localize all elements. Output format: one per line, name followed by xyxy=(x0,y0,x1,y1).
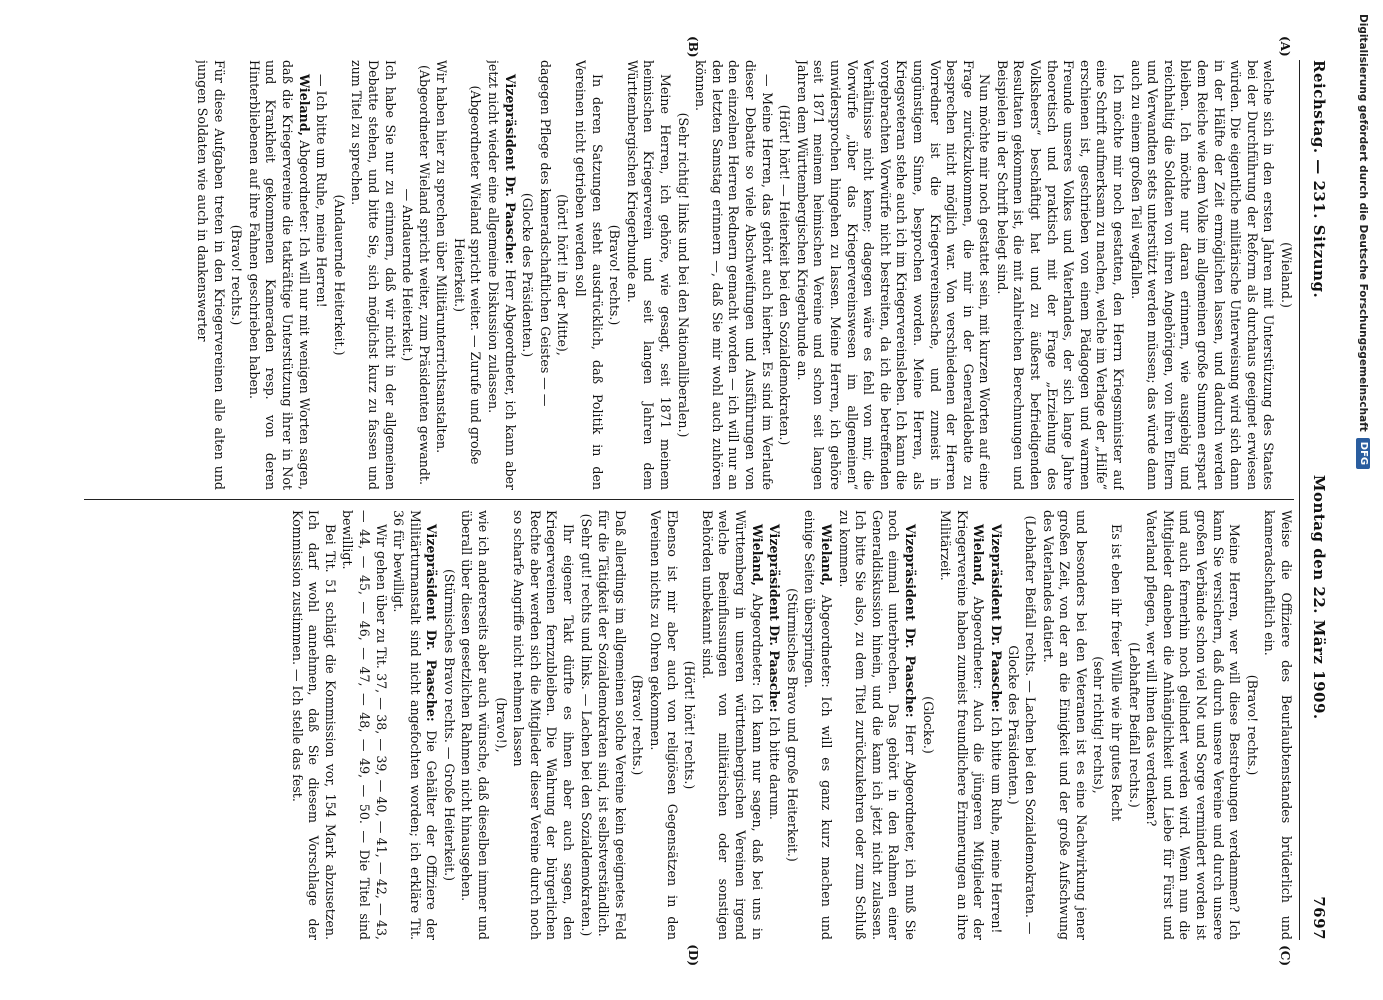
interjection xyxy=(681,510,698,940)
interjection xyxy=(228,60,245,490)
interjection xyxy=(330,60,347,490)
speech-paragraph xyxy=(1107,510,1124,940)
paragraph-text: Abgeordneter: Ich will es ganz kurz machen und einige Seiten überspringen. xyxy=(802,510,834,940)
speaker-name: Wieland, xyxy=(749,524,765,587)
paragraph-text: (Andauernde Heiterkeit.) xyxy=(331,194,347,356)
interjection xyxy=(674,60,691,490)
paragraph-text: (sehr richtig! rechts), xyxy=(1091,656,1107,794)
paragraph-text: Ich habe Sie nur zu erinnern, daß wir nicht in der allgemeinen Debatte stehen, und bitte Sie, sich möglichst kurz zu fassen und zum Titel zu sprechen. xyxy=(349,60,398,490)
header-session: Reichstag. — 231. Sitzung. xyxy=(1310,60,1328,299)
paragraph-text: (Bravo! rechts.) xyxy=(229,224,245,326)
interjection xyxy=(1005,510,1038,940)
paragraph-text: Ich möchte mir noch gestatten, den Herrn Kriegsminister auf eine Schrift aufmerksam zu machen, welche im Verlage der „Hilfe“ erschienen ist, geschrieben von einem Pädagogen und warmen Freunde unseres Volkes und Vaterlandes, der sich lange Jahre theoretisch und praktisch mit der Frage „Erziehung des Volksheers“ beschäftigt hat und zu äußerst befriedigenden Resultaten gekommen ist, die mit zahlreichen Berechnungen und Beispielen in der Schrift belegt sind. xyxy=(994,60,1127,490)
interjection xyxy=(1125,510,1142,940)
paragraph-text: Es ist eben ihr freier Wille wie ihr gutes Recht xyxy=(1109,524,1125,822)
column-divider xyxy=(84,499,1294,500)
speech-paragraph xyxy=(698,510,764,940)
paragraph-text: (Sehr richtig! links und bei den Nationalliberalen.) xyxy=(675,112,691,438)
speech-paragraph xyxy=(339,510,389,940)
paragraph-text: In deren Satzungen steht ausdrücklich, daß Politik in den Vereinen nicht getrieben werden soll xyxy=(573,60,605,490)
interjection xyxy=(783,510,800,940)
margin-marker-a: (A) xyxy=(1278,36,1292,57)
interjection xyxy=(519,60,536,490)
speaker-name: Vizepräsident Dr. Paasche: xyxy=(502,74,518,265)
paragraph-text: — Ich bitte um Ruhe, meine Herren! xyxy=(314,74,330,308)
interjection xyxy=(776,60,793,490)
interjection xyxy=(399,60,432,490)
margin-marker-b: (B) xyxy=(686,36,700,58)
paragraph-text: wie ich andererseits aber auch wünsche, daß dieselben immer und überall über diesen gesetzlichen Rahmen nicht hinausgehen. xyxy=(459,510,492,940)
digitization-credit xyxy=(1352,14,1374,986)
paragraph-text: Wir haben hier zu sprechen über Militärunterrichtsanstalten. xyxy=(434,60,450,454)
speech-paragraph xyxy=(433,60,450,490)
speech-paragraph xyxy=(390,510,440,940)
paragraph-text: (Stürmisches Bravo und große Heiterkeit.) xyxy=(784,588,800,862)
speech-paragraph xyxy=(536,60,553,490)
header-date: Montag den 22. März 1909. xyxy=(1310,474,1328,720)
paragraph-text: Meine Herren, wer will diese Bestrebungen verdammen? Ich kann Sie versichern, daß durch unsere Vereine und durch unsere großen Verbände schon viel Not und Sorge vermindert worden ist und auch fernerhin noch gelindert werden wird. Wenn nun die Mitglieder daneben die Anhänglichkeit und Liebe für Fürst und Vaterland pflegen, wer will ihnen das verdenken? xyxy=(1144,510,1243,940)
speech-paragraph xyxy=(801,510,834,940)
paragraph-text: (Bravo! rechts.) xyxy=(1244,674,1260,776)
paragraph-text: (Abgeordneter Wieland spricht weiter. — Zurufe und große Heiterkeit.) xyxy=(451,85,484,465)
speaker-name: Vizepräsident Dr. Paasche: xyxy=(424,524,440,722)
speech-paragraph xyxy=(646,510,679,940)
paragraph-text: Daß allerdings im allgemeinen solche Vereine kein geeignetes Feld für die Tätigkeit der Sozialdemokraten sind, ist selbstverständlich. xyxy=(596,510,628,940)
speech-paragraph xyxy=(510,510,576,940)
paragraph-text: Herr Abgeordneter, ich kann aber jetzt nicht wieder eine allgemeine Diskussion zulassen. xyxy=(486,60,518,490)
paragraph-text: Nun möchte mir noch gestattet sein, mit kurzen Worten auf eine Frage zurückzukommen, die mir in der Generaldebatte zu besprechen nicht möglich war. Von verschiedenen der Herren Vorredner ist die Kriegervereinssache, und zumeist in ungünstigem Sinne, besprochen worden. Meine Herren, als Kriegsveteran stehe auch ich im Kriegervereinsleben. Ich kann die vorgebrachten Vorwürfe nicht bestreiten, da ich die betreffenden Verhältnisse nicht kenne; dagegen wäre es fehl von mir, die Vorwürfe „über das Kriegervereinswesen im allgemeinen“ unwidersprochen hingehen zu lassen. Meine Herren, ich gehöre seit 1871 meinem heimischen Vereine und schon seit langen Jahren dem Württembergischen Kriegerbunde an. xyxy=(794,60,993,490)
speech-paragraph xyxy=(623,60,673,490)
credit-text: Digitalisierung gefördert durch die Deutsche Forschungsgemeinschaft xyxy=(1357,14,1369,432)
interjection xyxy=(919,510,936,940)
speech-paragraph xyxy=(193,60,226,490)
paragraph-text: Herr Abgeordneter, ich muß Sie noch einmal unterbrechen. Das gehört in den Rahmen einer Generaldiskussion hinein, und die kann ich jetzt nicht zulassen. Ich bitte Sie also, zu dem Titel zurückzukehren oder zum Schluß zu kommen. xyxy=(836,510,918,940)
paragraph-text: (Lebhafter Beifall rechts. — Lachen bei den Sozialdemokraten. — Glocke des Präsidenten.) xyxy=(1006,515,1039,935)
interjection xyxy=(1243,510,1260,940)
speech-paragraph xyxy=(288,510,338,940)
paragraph-text: (Glocke.) xyxy=(920,696,936,754)
paragraph-text: welche sich in den ersten Jahren mit Unterstützung des Staates bei der Durchführung der Reform als durchaus geeignet erwiesen würden. Die eigentliche militärische Unterweisung wird sich dann in der Hälfte der Zeit ermöglichen lassen, und dadurch werden dem Reiche wie dem Volke im allgemeinen große Summen erspart bleiben. Ich möchte nur daran erinnern, wie ausgiebig und reichhaltig die Soldaten von ihren Angehörigen, von ihren Eltern und Verwandten stets unterstützt werden müssen; das würde dann auch zu einem großen Teil wegfallen. xyxy=(1128,60,1277,490)
speech-paragraph xyxy=(1143,510,1243,940)
paragraph-text: Abgeordneter: Ich kann nur sagen, daß bei uns in Württemberg in unseren württembergischen Vereinen irgend welche Beeinflussungen von militärischen oder sonstigen Behörden unbekannt sind. xyxy=(699,510,765,940)
speaker-name: Vizepräsident Dr. Paasche: xyxy=(902,524,918,718)
interjection xyxy=(1277,60,1294,490)
interjection xyxy=(1090,510,1107,940)
speech-paragraph xyxy=(835,510,918,940)
speech-paragraph xyxy=(348,60,398,490)
rotated-page-content xyxy=(70,30,1340,970)
paragraph-text: (Bravo! rechts.) xyxy=(630,674,646,776)
speech-paragraph xyxy=(987,510,1004,940)
page-number: 7697 xyxy=(1310,896,1328,940)
margin-marker-c: (C) xyxy=(1278,945,1292,966)
paragraph-text: Abgeordneter: Auch die jüngeren Mitglieder der Kriegervereine haben zumeist freundlichere Erinnerungen an ihre Militärzeit. xyxy=(938,510,987,940)
speech-paragraph xyxy=(571,60,604,490)
interjection xyxy=(492,510,509,940)
left-column xyxy=(84,60,1294,490)
paragraph-text: dagegen Pflege des kameradschaftlichen Geistes — — xyxy=(537,60,553,407)
speech-paragraph xyxy=(692,60,775,490)
speech-paragraph xyxy=(245,60,311,490)
margin-marker-d: (D) xyxy=(686,944,700,966)
paragraph-text: (Glocke des Präsidenten.) xyxy=(520,192,536,358)
paragraph-text: Meine Herren, ich gehöre, wie gesagt, seit 1871 meinem heimischen Kriegerverein und seit langen Jahren dem Württembergischen Kriegerbunde an. xyxy=(624,60,674,490)
paragraph-text: (bravo!), xyxy=(493,697,509,753)
speaker-name: Vizepräsident Dr. Paasche: xyxy=(988,524,1004,713)
speech-paragraph xyxy=(1127,60,1276,490)
interjection xyxy=(577,510,594,940)
paragraph-text: Bei Tit. 51 schlägt die Kommission vor, 154 Mark abzusetzen. Ich darf wohl annehmen, daß Sie diesem Vorschlage der Kommission zustimmen. — Ich stelle das fest. xyxy=(289,510,338,940)
speaker-name: Wieland, xyxy=(971,524,987,587)
paragraph-text: Weise die Offiziere des Beurlaubtenstandes brüderlich und kameradschaftlich ein. xyxy=(1262,510,1294,940)
right-column xyxy=(84,510,1294,940)
speech-paragraph xyxy=(485,60,518,490)
interjection xyxy=(450,60,483,490)
paragraph-text: (Bravo! rechts.) xyxy=(607,224,623,326)
speech-paragraph xyxy=(1261,510,1294,940)
paragraph-text: Für diese Aufgaben treten in den Kriegervereinen alle alten und jungen Soldaten wie auch in dankenswerter xyxy=(195,60,227,490)
paragraph-text: (hört! hört! in der Mitte), xyxy=(555,194,571,356)
speech-paragraph xyxy=(793,60,992,490)
speech-paragraph xyxy=(458,510,491,940)
paragraph-text: (Sehr gut! rechts und links. — Lachen bei den Sozialdemokraten.) xyxy=(578,513,594,937)
dfg-logo: DFG xyxy=(1356,438,1370,469)
scanned-page xyxy=(70,30,1340,970)
paragraph-text: Ihr eigener Takt dürfte es ihnen aber auch sagen, den Kriegervereinen fernzubleiben. Die Wahrung der bürgerlichen Rechte aber werden sich die Mitglieder dieser Vereine durch noch so scharfe Angriffe nicht nehmen lassen xyxy=(511,510,577,940)
paragraph-text: Ich bitte um Ruhe, meine Herren! xyxy=(988,716,1004,934)
paragraph-text: Ebenso ist mir aber auch von religiösen Gegensätzen in den Vereinen nichts zu Ohren gekommen. xyxy=(648,510,680,940)
paragraph-text: (Hört! hört! — Heiterkeit bei den Sozialdemokraten.) xyxy=(777,104,793,446)
paragraph-text: Die Gehälter der Offiziere der Militärturnanstalt sind nicht angefochten worden; ich erkläre Tit. 36 für bewilligt. xyxy=(391,510,440,940)
speech-paragraph xyxy=(993,60,1126,490)
speech-paragraph xyxy=(595,510,628,940)
speaker-name: Vizepräsident Dr. Paasche: xyxy=(767,524,783,713)
interjection xyxy=(440,510,457,940)
paragraph-text: Abgeordneter: Ich will nur mit wenigen Worten sagen, daß die Kriegervereine die tatkräftige Unterstützung ihrer in Not und Krankheit gekommenen Kameraden resp. von deren Hinterbliebenen auf ihre Fahnen geschrieben haben. xyxy=(246,60,312,490)
speaker-name: Wieland, xyxy=(818,524,834,587)
speech-paragraph xyxy=(766,510,783,940)
paragraph-text: und besonders bei den Veteranen ist es eine Nachwirkung jener großen Zeit, von der an die Einigkeit und der große Aufschwung des Vaterlandes datiert. xyxy=(1040,510,1089,940)
paragraph-text: Wir gehen über zu Tit. 37, — 38, — 39, — 40, — 41, — 42, — 43, — 44, — 45, — 46, — 47, — 48, — 49, — 50. — Die Titel sind bewilligt. xyxy=(340,510,389,940)
interjection xyxy=(629,510,646,940)
paragraph-text: (Lebhafter Beifall rechts.) xyxy=(1126,642,1142,808)
speech-paragraph xyxy=(1039,510,1089,940)
interjection xyxy=(554,60,571,490)
header-rule xyxy=(1299,60,1300,940)
speech-paragraph xyxy=(313,60,330,490)
paragraph-text: (Wieland.) xyxy=(1279,242,1294,308)
speaker-name: Wieland, xyxy=(296,74,312,137)
interjection xyxy=(606,60,623,490)
paragraph-text: (Stürmisches Bravo rechts. — Große Heiterkeit.) xyxy=(441,568,457,882)
speech-paragraph xyxy=(937,510,987,940)
paragraph-text: Ich bitte darum. xyxy=(767,716,783,820)
page-header xyxy=(1306,60,1332,940)
paragraph-text: (Hört! hört! rechts.) xyxy=(682,660,698,790)
paragraph-text: — Meine Herren, das gehört auch hierher. Es sind im Verlaufe dieser Debatte so viele Abschweifungen und Ausführungen von den einzelnen Herren Rednern gemacht worden — ich will nur an den letzten Samstag erinnern —, daß Sie mir wohl auch zuhören können. xyxy=(693,60,775,490)
paragraph-text: (Abgeordneter Wieland spricht weiter, zum Präsidenten gewandt. — Andauernde Heiterkeit.) xyxy=(400,65,432,485)
